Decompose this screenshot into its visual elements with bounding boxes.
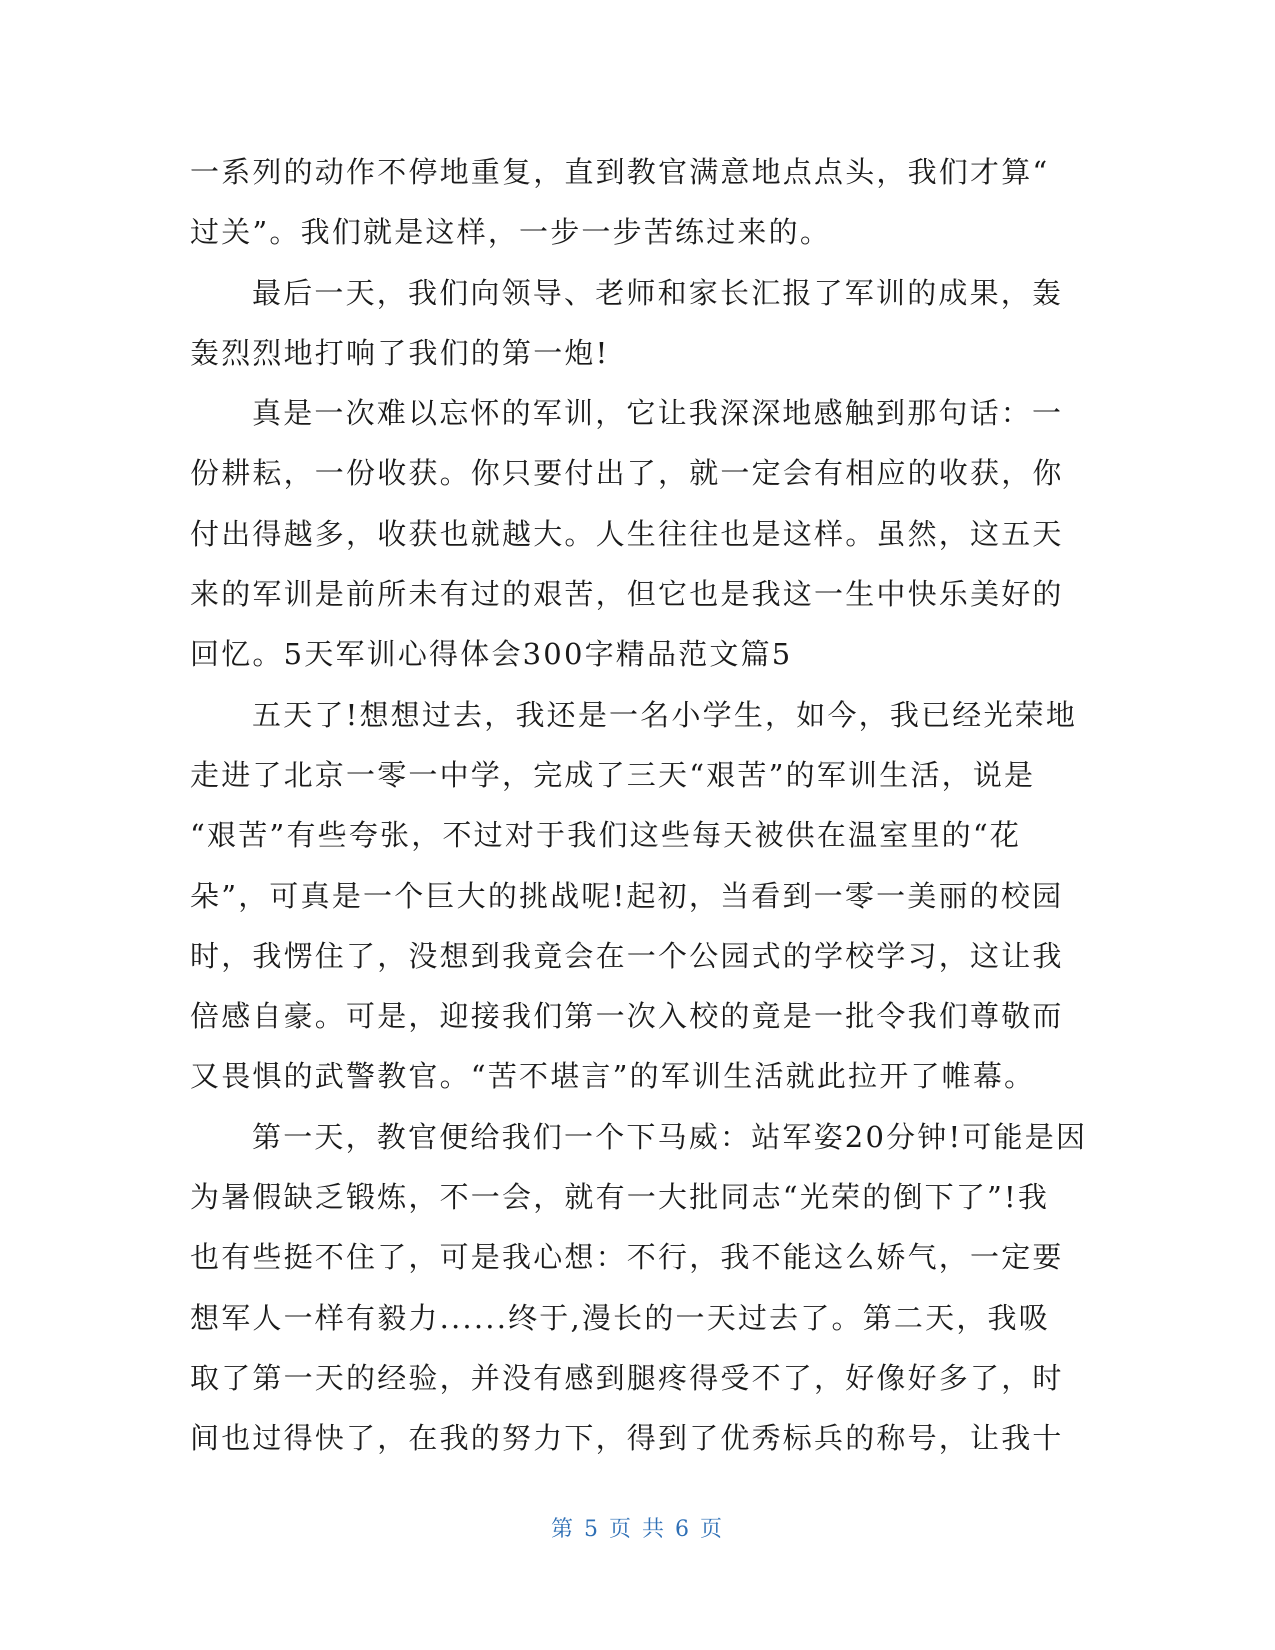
text-line: 时，我愣住了，没想到我竟会在一个公园式的学校学习，这让我 <box>190 938 1064 973</box>
text-line: 过关”。我们就是这样，一步一步苦练过来的。 <box>190 215 832 250</box>
text-line: 取了第一天的经验，并没有感到腿疼得受不了，好像好多了，时 <box>190 1360 1064 1395</box>
text-line: 为暑假缺乏锻炼，不一会，就有一大批同志“光荣的倒下了”!我 <box>190 1180 1050 1215</box>
text-line: 回忆。5天军训心得体会300字精品范文篇5 <box>190 637 793 672</box>
paragraph-start-line: 最后一天，我们向领导、老师和家长汇报了军训的成果，轰 <box>252 275 1064 310</box>
text-line: 来的军训是前所未有过的艰苦，但它也是我这一生中快乐美好的 <box>190 577 1064 612</box>
text-line: 轰烈烈地打响了我们的第一炮! <box>190 335 610 370</box>
text-line: “艰苦”有些夸张，不过对于我们这些每天被供在温室里的“花 <box>190 818 1022 853</box>
page-number-footer: 第 5 页 共 6 页 <box>551 1517 724 1542</box>
text-line: 间也过得快了，在我的努力下，得到了优秀标兵的称号，让我十 <box>190 1421 1064 1456</box>
text-line: 想军人一样有毅力......终于,漫长的一天过去了。第二天，我吸 <box>190 1300 1050 1335</box>
text-line: 走进了北京一零一中学，完成了三天“艰苦”的军训生活，说是 <box>190 757 1036 792</box>
text-line: 朵”，可真是一个巨大的挑战呢!起初，当看到一零一美丽的校园 <box>190 878 1064 913</box>
text-line: 也有些挺不住了，可是我心想：不行，我不能这么娇气，一定要 <box>190 1240 1064 1275</box>
text-line: 份耕耘，一份收获。你只要付出了，就一定会有相应的收获，你 <box>190 456 1064 491</box>
paragraph-start-line: 真是一次难以忘怀的军训，它让我深深地感触到那句话：一 <box>252 396 1064 431</box>
paragraph-start-line: 五天了!想想过去，我还是一名小学生，如今，我已经光荣地 <box>252 697 1078 732</box>
text-line: 付出得越多，收获也就越大。人生往往也是这样。虽然，这五天 <box>190 516 1064 551</box>
paragraph-start-line: 第一天，教官便给我们一个下马威：站军姿20分钟!可能是因 <box>252 1119 1088 1154</box>
text-line: 倍感自豪。可是，迎接我们第一次入校的竟是一批令我们尊敬而 <box>190 999 1064 1034</box>
text-line: 又畏惧的武警教官。“苦不堪言”的军训生活就此拉开了帷幕。 <box>190 1059 1036 1094</box>
text-line: 一系列的动作不停地重复，直到教官满意地点点头，我们才算“ <box>190 155 1050 189</box>
document-body <box>190 142 1088 1469</box>
